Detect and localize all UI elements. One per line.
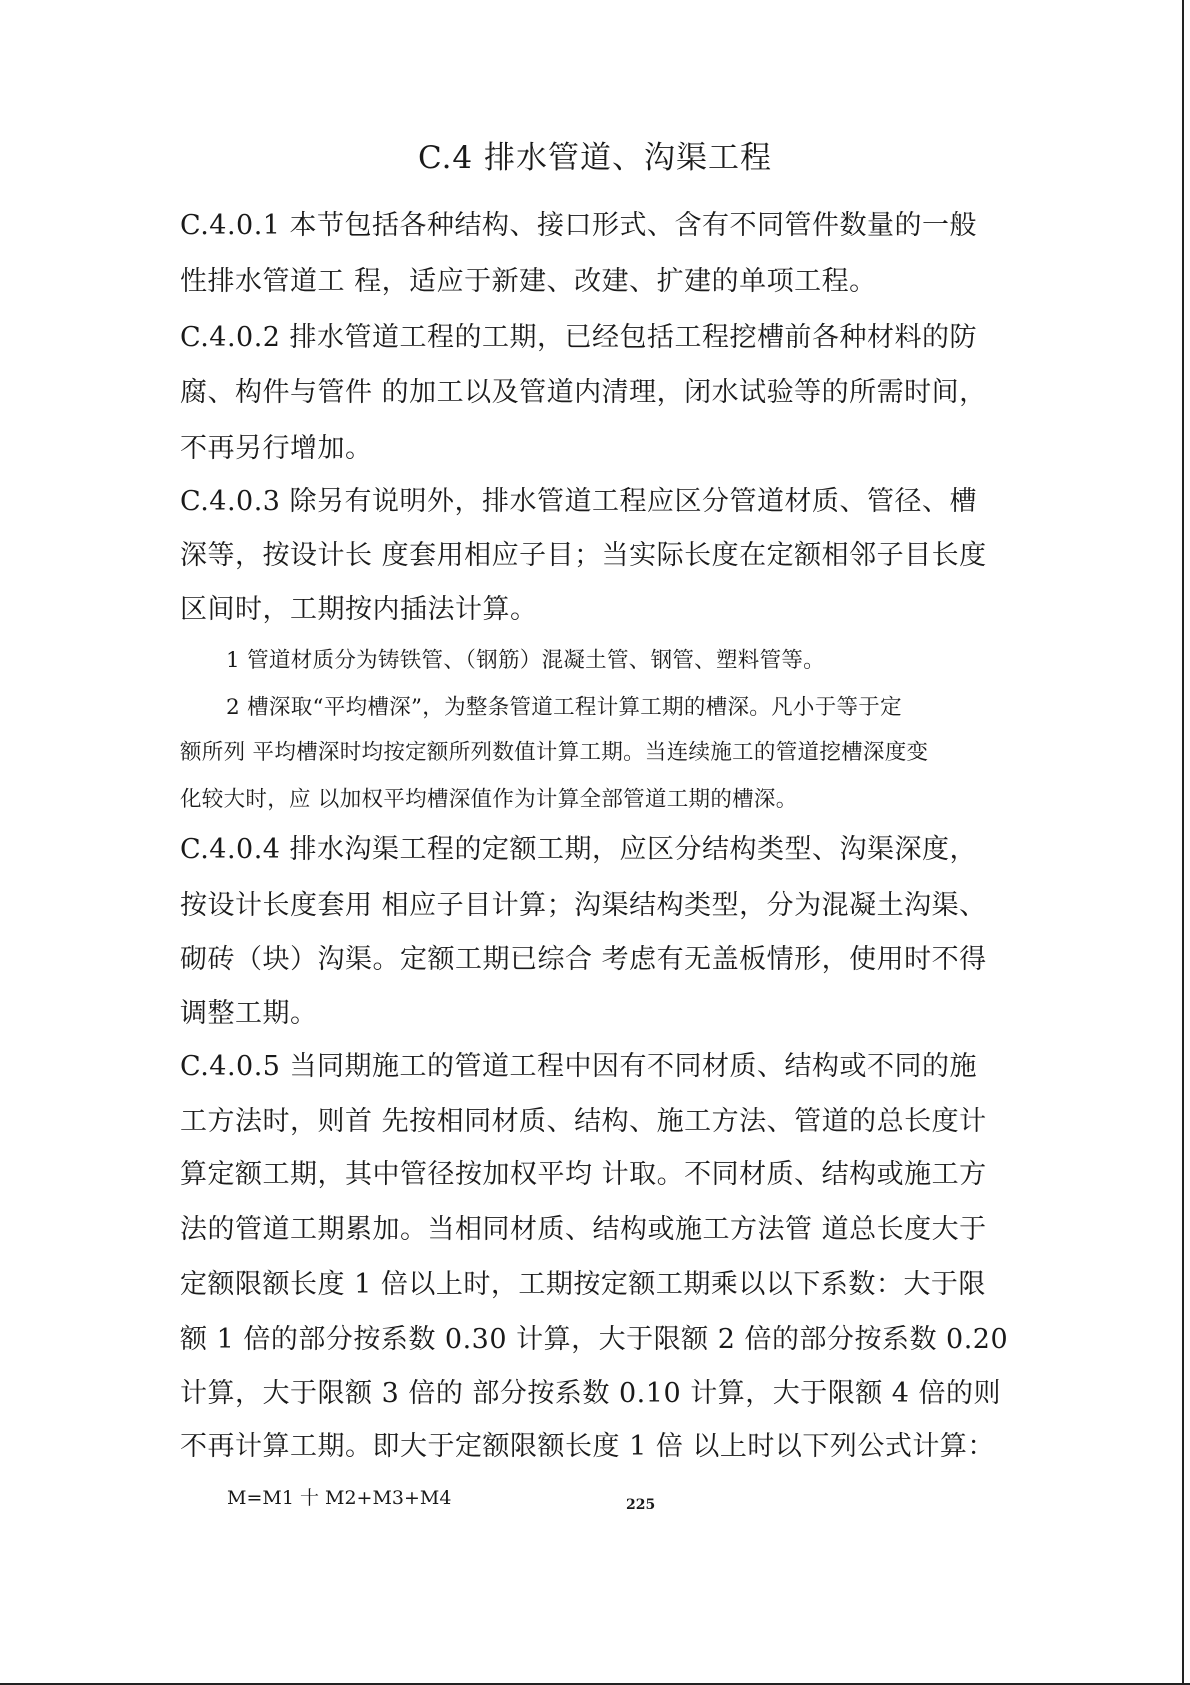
text-line: C.4.0.5 当同期施工的管道工程中因有不同材质、结构或不同的施 (180, 1051, 978, 1082)
text-line: 算定额工期，其中管径按加权平均 计取。不同材质、结构或施工方 (180, 1159, 987, 1190)
text-line: C.4.0.1 本节包括各种结构、接口形式、含有不同管件数量的一般 (180, 210, 978, 241)
list-item: 1 管道材质分为铸铁管、（钢筋）混凝土管、钢管、塑料管等。 (226, 648, 825, 673)
page-number: 225 (626, 1497, 656, 1513)
text-line: 砌砖（块）沟渠。定额工期已综合 考虑有无盖板情形，使用时不得 (180, 944, 987, 975)
text-line: 按设计长度套用 相应子目计算；沟渠结构类型，分为混凝土沟渠、 (180, 890, 987, 921)
text-line: 调整工期。 (180, 998, 318, 1029)
text-line: 额 1 倍的部分按系数 0.30 计算，大于限额 2 倍的部分按系数 0.20 (180, 1324, 1009, 1355)
text-line: 工方法时，则首 先按相同材质、结构、施工方法、管道的总长度计 (180, 1106, 987, 1137)
text-line: C.4.0.2 排水管道工程的工期，已经包括工程挖槽前各种材料的防 (180, 322, 978, 353)
list-item: 2 槽深取“平均槽深”，为整条管道工程计算工期的槽深。凡小于等于定 (226, 695, 902, 720)
page-right-border (1182, 0, 1184, 1685)
text-line: 计算，大于限额 3 倍的 部分按系数 0.10 计算，大于限额 4 倍的则 (180, 1378, 1002, 1409)
page-title: C.4 排水管道、沟渠工程 (417, 140, 773, 176)
formula: M=M1 十 M2+M3+M4 (227, 1487, 452, 1509)
text-line: 化较大时，应 以加权平均槽深值作为计算全部管道工期的槽深。 (180, 787, 798, 812)
text-line: 不再计算工期。即大于定额限额长度 1 倍 以上时以下列公式计算： (180, 1431, 995, 1462)
text-line: 法的管道工期累加。当相同材质、结构或施工方法管 道总长度大于 (180, 1214, 987, 1245)
text-line: 性排水管道工 程，适应于新建、改建、扩建的单项工程。 (180, 266, 877, 297)
text-line: C.4.0.4 排水沟渠工程的定额工期，应区分结构类型、沟渠深度， (180, 834, 978, 865)
text-line: 深等，按设计长 度套用相应子目；当实际长度在定额相邻子目长度 (180, 540, 987, 571)
text-line: 额所列 平均槽深时均按定额所列数值计算工期。当连续施工的管道挖槽深度变 (180, 740, 929, 765)
text-line: 腐、构件与管件 的加工以及管道内清理，闭水试验等的所需时间， (180, 377, 987, 408)
text-line: C.4.0.3 除另有说明外，排水管道工程应区分管道材质、管径、槽 (180, 486, 978, 517)
text-line: 不再另行增加。 (180, 433, 373, 464)
text-line: 区间时，工期按内插法计算。 (180, 594, 538, 625)
text-line: 定额限额长度 1 倍以上时，工期按定额工期乘以以下系数：大于限 (180, 1269, 986, 1300)
